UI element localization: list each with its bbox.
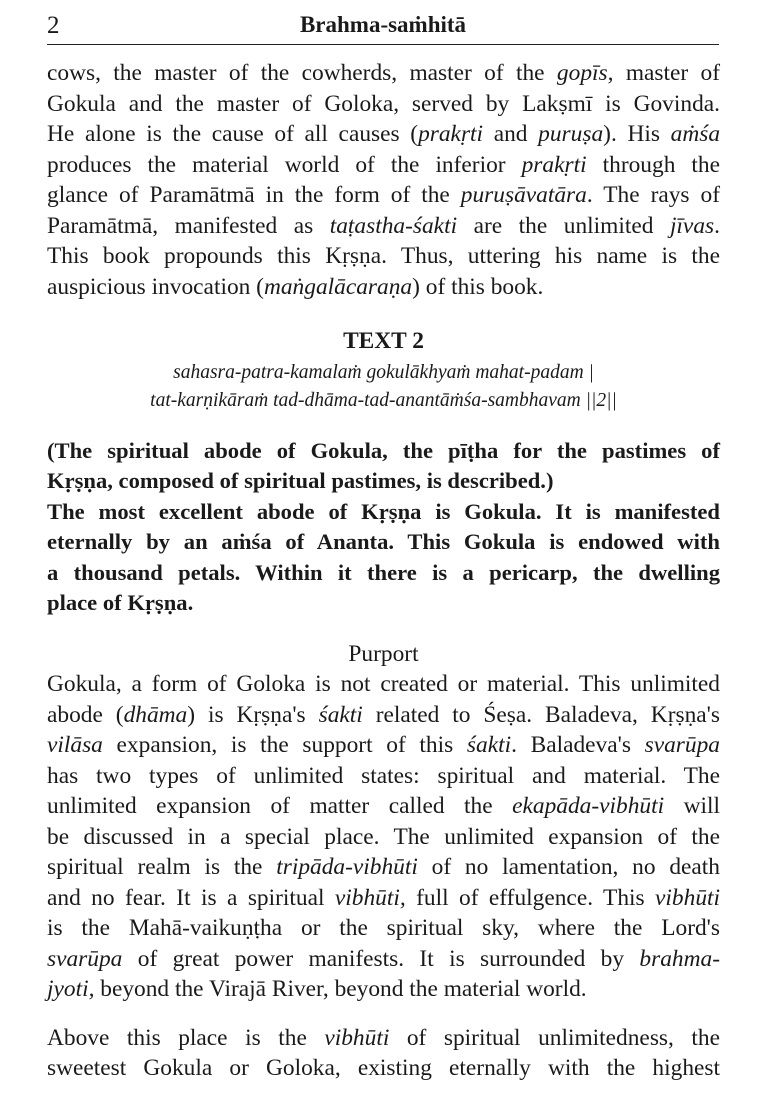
italic-term: taṭastha-śakti [329, 212, 458, 239]
text-run: Gokula and the master of Goloka, served by Lakṣmī is Govinda. [47, 90, 720, 117]
text-line [47, 944, 720, 975]
purport-heading: Purport [348, 640, 419, 667]
text-line [47, 241, 720, 272]
translation-line: The most excellent abode of Kṛṣṇa is Gokula. It is manifested [47, 498, 720, 524]
text-line [47, 1023, 720, 1054]
text-run: He alone is the cause of all causes ( [47, 121, 419, 147]
text-run: ) is Kṛṣṇa's [187, 701, 319, 728]
text-line [47, 89, 720, 120]
text-run: This book propounds this Kṛṣṇa. Thus, uttering his name is the [47, 243, 720, 269]
translation-line: eternally by an aṁśa of Ananta. This Gokula is endowed with [47, 529, 720, 554]
text-run: cows, the master of the cowherds, master of the [47, 60, 557, 86]
italic-term: prakṛti [418, 121, 484, 147]
translation-line: (The spiritual abode of Gokula, the pīṭha for the pastimes of [47, 437, 720, 463]
italic-term: gopīs, [556, 60, 614, 86]
text-run: of spiritual unlimitedness, the [389, 1024, 720, 1051]
text-run: and no fear. It is a spiritual [47, 884, 335, 911]
final-paragraph [47, 1023, 720, 1084]
text-run: is the Mahā-vaikuṇṭha or the spiritual sky, where the Lord's [47, 915, 720, 941]
text-run: Above this place is the [47, 1024, 325, 1051]
italic-term: vilāsa [47, 732, 103, 758]
text-run: abode ( [47, 701, 124, 728]
text-run: and [483, 121, 539, 147]
text-line [47, 974, 720, 1005]
page-header [47, 10, 719, 45]
text-run: sweetest Gokula or Goloka, existing eternally with the highest [47, 1055, 720, 1081]
text-line [47, 150, 720, 181]
italic-term: ekapāda-vibhūti [512, 793, 665, 819]
text-line [47, 58, 720, 89]
italic-term: svarūpa [47, 945, 123, 972]
italic-term: puruṣa [538, 121, 604, 147]
text-line [47, 1053, 720, 1084]
text-run: produces the material world of the inferior [47, 151, 522, 178]
translation [47, 436, 720, 619]
italic-term: aṁśa [670, 121, 721, 147]
text-line [47, 852, 720, 883]
text-line [47, 119, 720, 150]
translation-line: place of Kṛṣṇa. [47, 590, 194, 615]
text-line [47, 180, 720, 211]
text-line [47, 211, 720, 242]
text-heading: TEXT 2 [343, 328, 424, 354]
italic-term: vibhūti [324, 1024, 390, 1051]
italic-term: vibhūti [655, 884, 721, 911]
italic-term: vibhūti, [334, 884, 406, 911]
text-line [47, 700, 720, 731]
translation-line: a thousand petals. Within it there is a pericarp, the dwelling [47, 559, 720, 585]
verse-line: tat-karṇikāraṁ tad-dhāma-tad-anantāṁśa-sambhavam ||2|| [150, 389, 617, 411]
italic-term: tripāda-vibhūti [276, 854, 418, 880]
text-run: spiritual realm is the [47, 854, 277, 880]
text-run: related to Śeṣa. Baladeva, Kṛṣṇa's [362, 701, 720, 728]
page-number: 2 [47, 12, 60, 39]
page-body [47, 58, 720, 1084]
text-run: full of effulgence. This [405, 884, 656, 911]
text-line [47, 761, 720, 792]
italic-term: śakti [466, 732, 512, 758]
italic-term: jīvas [669, 212, 715, 239]
text-run: ) of this book. [412, 273, 544, 300]
text-run: will [664, 793, 720, 819]
text-run: of great power manifests. It is surrounded by [122, 945, 640, 972]
text-run: has two types of unlimited states: spiritual and material. The [47, 762, 720, 789]
text-run: unlimited expansion of matter called the [47, 793, 513, 819]
text-line [47, 791, 720, 822]
text-run: expansion, is the support of this [102, 732, 467, 758]
italic-term: dhāma [123, 701, 188, 728]
text-line [47, 730, 720, 761]
text-run: . [714, 212, 720, 239]
italic-term: prakṛti [521, 151, 587, 178]
italic-term: jyoti, [47, 976, 95, 1002]
text-run: master of [613, 60, 720, 86]
text-run: beyond the Virajā River, beyond the material world. [94, 976, 587, 1002]
text-line [47, 822, 720, 853]
verse-line: sahasra-patra-kamalaṁ gokulākhyaṁ mahat-padam | [173, 361, 594, 383]
italic-term: śakti [318, 701, 363, 728]
text-run: . Baladeva's [511, 732, 645, 758]
italic-term: svarūpa [644, 732, 720, 758]
purport-paragraph [47, 669, 720, 1005]
text-run: be discussed in a special place. The unlimited expansion of the [47, 823, 720, 850]
text-run: of no lamentation, no death [417, 854, 720, 880]
text-run: through the [586, 151, 720, 178]
text-run: . The rays of [586, 182, 720, 208]
running-title: Brahma-saṁhitā [299, 12, 467, 37]
italic-term: maṅgalācaraṇa [263, 273, 413, 300]
text-run: Paramātmā, manifested as [47, 212, 330, 239]
italic-term: puruṣāvatāra [460, 182, 587, 208]
text-line [47, 883, 720, 914]
text-line [47, 669, 720, 700]
text-run: are the unlimited [457, 212, 670, 239]
translation-line: Kṛṣṇa, composed of spiritual pastimes, is described.) [47, 468, 554, 493]
intro-paragraph [47, 58, 720, 302]
italic-term: brahma- [639, 945, 720, 972]
text-run: ). His [603, 121, 671, 147]
text-run: auspicious invocation ( [47, 273, 264, 300]
text-run: Gokula, a form of Goloka is not created or material. This unlimited [47, 671, 720, 697]
text-run: glance of Paramātmā in the form of the [47, 182, 461, 208]
text-line [47, 913, 720, 944]
text-line [47, 272, 720, 303]
